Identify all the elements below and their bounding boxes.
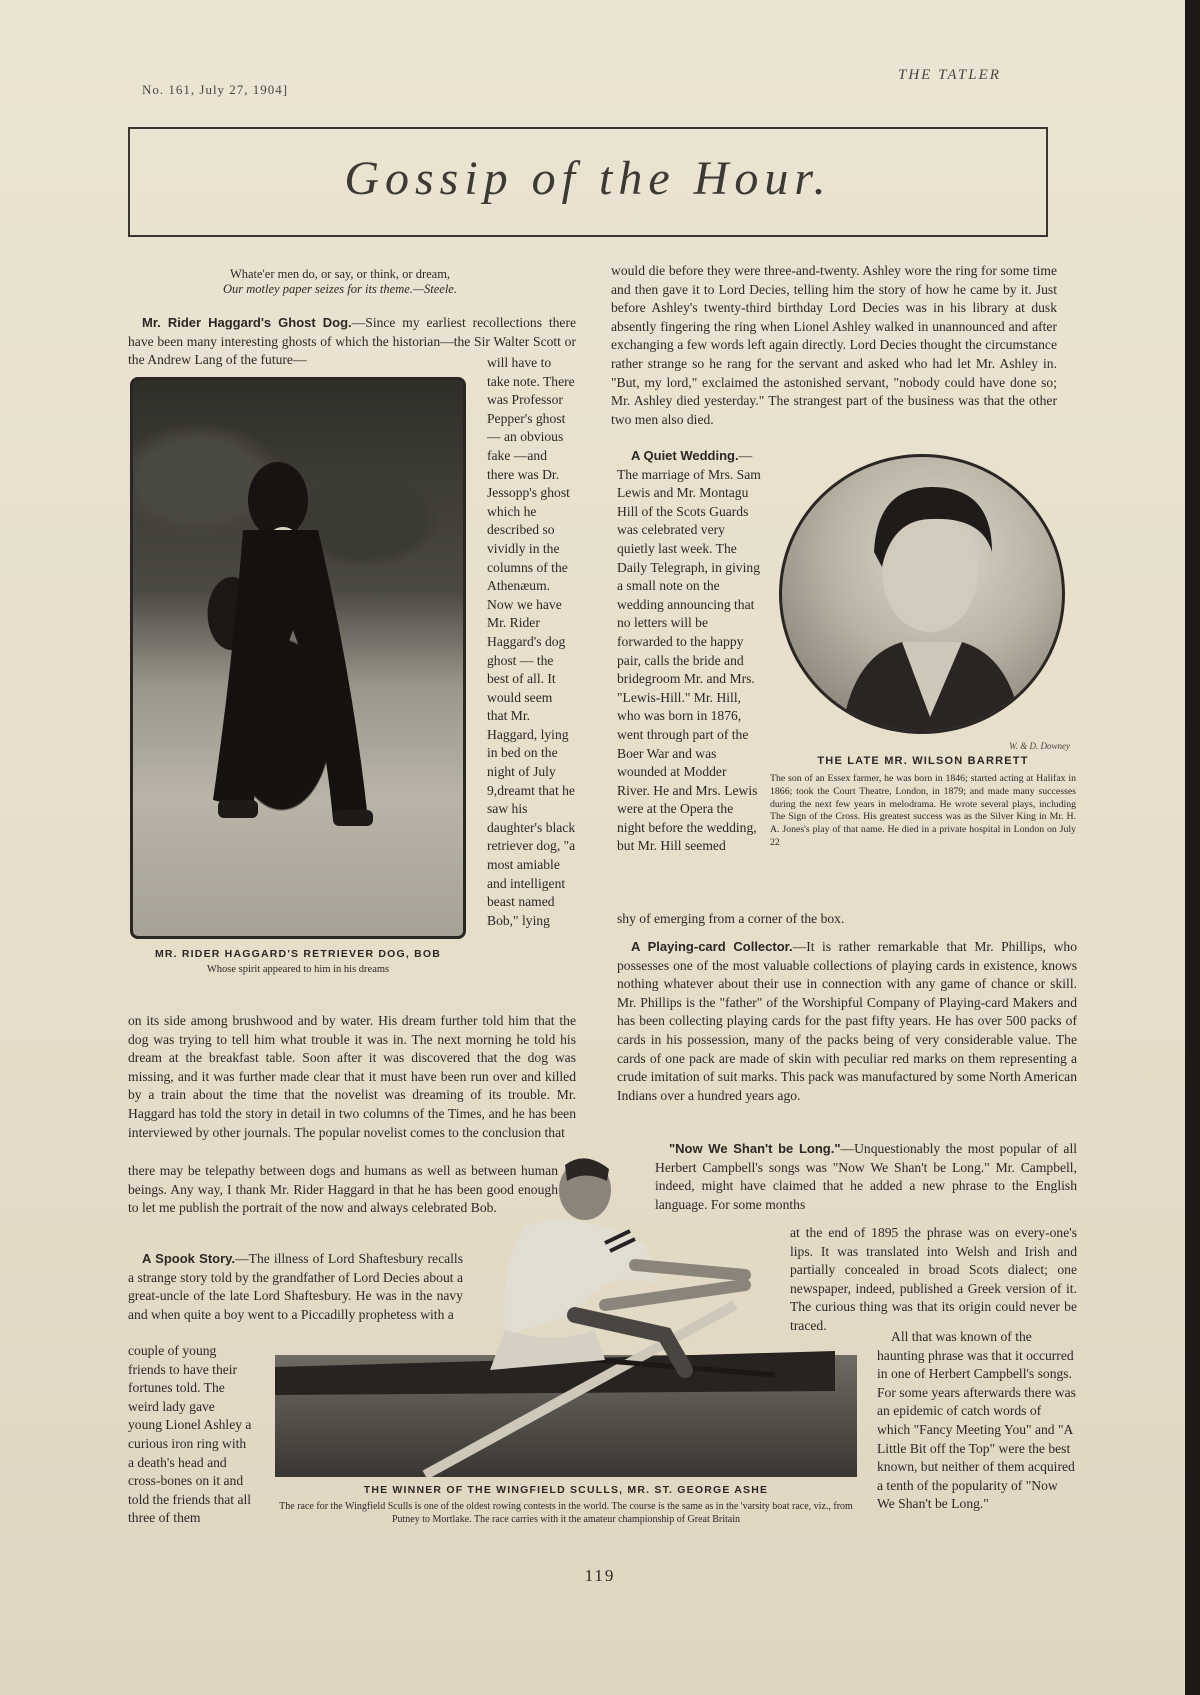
ghost-dog-narrow [487, 354, 576, 930]
spook-wide-text: —The illness of Lord Shaftesbury recalls a strange story told by the grandfather of Lord Decies about a great-uncle of the late Lord Shaftesbury. He was in the navy and when quite a boy went to a Piccadilly prophetess with a [128, 1251, 463, 1322]
ghost-dog-continuation [128, 1012, 576, 1142]
shant-be-long-intro [655, 1140, 1077, 1214]
spook-story-narrow [128, 1342, 252, 1528]
barrett-subcaption: The son of an Essex farmer, he was born in 1846; started acting at Halifax in 1866; took the Court Theatre, London, in 1879; and made many successes during the next few years in melodrama. He wrote several plays, including The Sign of the Cross. His greatest success was as the Silver King in Mr. H. A. Jones's play of that name. He died in a private hospital in London on July 22 [770, 773, 1076, 848]
page-number: 119 [584, 1566, 616, 1585]
magazine-name: THE TATLER [898, 67, 1001, 83]
dog-silhouette-icon [133, 380, 463, 936]
dog-caption: MR. RIDER HAGGARD'S RETRIEVER DOG, BOB [154, 948, 442, 960]
epigraph-line-2: Our motley paper seizes for its theme.—Steele. [223, 282, 457, 296]
page-edge-shadow [1185, 0, 1200, 1695]
ghost-dog-cont-text: on its side among brushwood and by water. His dream further told him that the dog was trying to tell him what trouble it was in. The next morning he told his dream at the breakfast table. Soon after it was discovered that the dog was missing, and it was further made clear that it must have been run over and killed by a train about the time that the novelist was dreaming of its trouble. Mr. Haggard has told the story in detail in two columns of the Times, and he has been interviewed by other journals. The popular novelist comes to the conclusion that [128, 1013, 576, 1140]
masthead-box [128, 127, 1048, 237]
shant-wide-text: —Unquestionably the most popular of all Herbert Campbell's songs was "Now We Shan't be Long." Mr. Campbell, indeed, might have claimed that he added a new phrase to the English language. For some months [655, 1141, 1078, 1212]
spook-story-continuation [611, 262, 1057, 429]
barrett-caption: THE LATE MR. WILSON BARRETT [817, 755, 1029, 767]
wedding-article [617, 447, 762, 856]
shant-mid-text: at the end of 1895 the phrase was on every-one's lips. It was translated into Welsh and Irish and partially concealed in broad Scots dialect; one newspaper, indeed, published a Greek version of it. The curious thing was that its origin could never be traced. [790, 1225, 1077, 1333]
rower-subcaption: The race for the Wingfield Sculls is one of the oldest rowing contests in the world. The course is the same as in the 'varsity boat race, viz., from Putney to Mortlake. The race carries with it the amateur championship of Great Britain [279, 1501, 853, 1525]
rower-caption: THE WINNER OF THE WINGFIELD SCULLS, MR. ST. GEORGE ASHE [363, 1484, 769, 1496]
epigraph-line-1: Whate'er men do, or say, or think, or dream, [229, 267, 451, 281]
barrett-portrait [779, 454, 1065, 734]
ghost-dog-cont2-text: there may be telepathy between dogs and humans as well as between human beings. Any way, I thank Mr. Rider Haggard in that he has been good enough to let me publish the portrait of the now and always celebrated Bob. [128, 1163, 558, 1216]
spook-lead: A Spook Story. [142, 1251, 236, 1266]
playing-card-article [617, 938, 1077, 1105]
barrett-caption-block [770, 755, 1076, 850]
ghost-dog-lead: Mr. Rider Haggard's Ghost Dog. [142, 315, 352, 330]
shant-narrow-text: All that was known of the haunting phrase was that it occurred in one of Herbert Campbell's songs. For some years afterwards there was an epidemic of catch words of which "Fancy Meeting You" and "A Little Bit off the Top" were the best known, but neither of them acquired a tenth of the popularity of "Now We Shan't be Long." [877, 1329, 1076, 1512]
issue-line: No. 161, July 27, 1904] [142, 82, 289, 97]
epigraph [180, 267, 500, 297]
wedding-narrow-text: —The marriage of Mrs. Sam Lewis and Mr. Montagu Hill of the Scots Guards was celebrated very quietly last week. The Daily Telegraph, in giving a small note on the wedding announcing that no letters will be forwarded to the happy pair, calls the bride and bridegroom Mr. and Mrs. "Lewis-Hill." Mr. Hill, who was born in 1876, went through part of the Boer War and was wounded at Modder River. He and Mrs. Lewis were at the Opera the night before the wedding, but Mr. Hill seemed [617, 448, 761, 854]
shant-be-long-mid [790, 1224, 1077, 1336]
rower-caption-block [275, 1484, 857, 1526]
shant-be-long-narrow [877, 1328, 1077, 1514]
spook-cont-text: would die before they were three-and-twenty. Ashley wore the ring for some time and then gave it to Lord Decies, telling him the story of how he came by it. Just before Ashley's twenty-third birthday Lord Decies was in his library at dusk absently fingering the ring when Lionel Ashley walked in unannounced and after exchanging a few words left again directly. Lord Decies thought the circumstance rather strange so he rang for the servant and asked who had let Mr. Ashley in. "But, my lord," exclaimed the astonished servant, "nobody could have done so; Mr. Ashley died yesterday." The strangest part of the business was that the other two men also died. [611, 263, 1057, 427]
dog-photo [130, 377, 466, 939]
cards-lead: A Playing-card Collector. [631, 939, 793, 954]
wedding-lead: A Quiet Wedding. [631, 448, 739, 463]
ghost-dog-narrow-text: will have to take note. There was Professor Pepper's ghost — an obvious fake —and there was Dr. Jessopp's ghost which he described so vividly in the columns of the Athenæum. Now we have Mr. Rider Haggard's dog ghost — the best of all. It would seem that Mr. Haggard, lying in bed on the night of July 9,dreamt that he saw his daughter's black retriever dog, "a most amiable and intelligent beast named Bob," lying [487, 355, 576, 928]
dog-caption-block [130, 948, 466, 976]
dog-subcaption: Whose spirit appeared to him in his dreams [206, 964, 390, 975]
portrait-credit: W. & D. Downey [1009, 741, 1070, 751]
cards-body-text: —It is rather remarkable that Mr. Phillips, who possesses one of the most valuable collections of playing cards in existence, knows nothing whatever about their use in connection with any game of chance or skill. Mr. Phillips is the "father" of the Worshipful Company of Playing-card Makers and has been collecting playing cards for the past fifty years. He has over 500 packs of cards in his possession, many of the packs being of very considerable value. The cards of one pack are made of skin with peculiar red marks on them representing a crude imitation of suit marks. This pack was manufactured by some North American Indians over a hundred years ago. [617, 939, 1077, 1103]
shant-lead: "Now We Shan't be Long." [669, 1141, 841, 1156]
page-title: Gossip of the Hour. [344, 152, 832, 205]
ghost-dog-intro-text: —Since my earliest recollections there have been many interesting ghosts of which the historian—the Sir Walter Scott or the Andrew Lang of the future— [128, 315, 577, 368]
wedding-cont-text: shy of emerging from a corner of the box. [617, 911, 845, 926]
wedding-continuation [617, 910, 1057, 929]
spook-narrow-text: couple of young friends to have their fortunes told. The weird lady gave young Lionel Ashley a curious iron ring with a death's head and cross-bones on it and told the friends that all three of them [128, 1343, 252, 1526]
portrait-figure-icon [782, 457, 1062, 731]
